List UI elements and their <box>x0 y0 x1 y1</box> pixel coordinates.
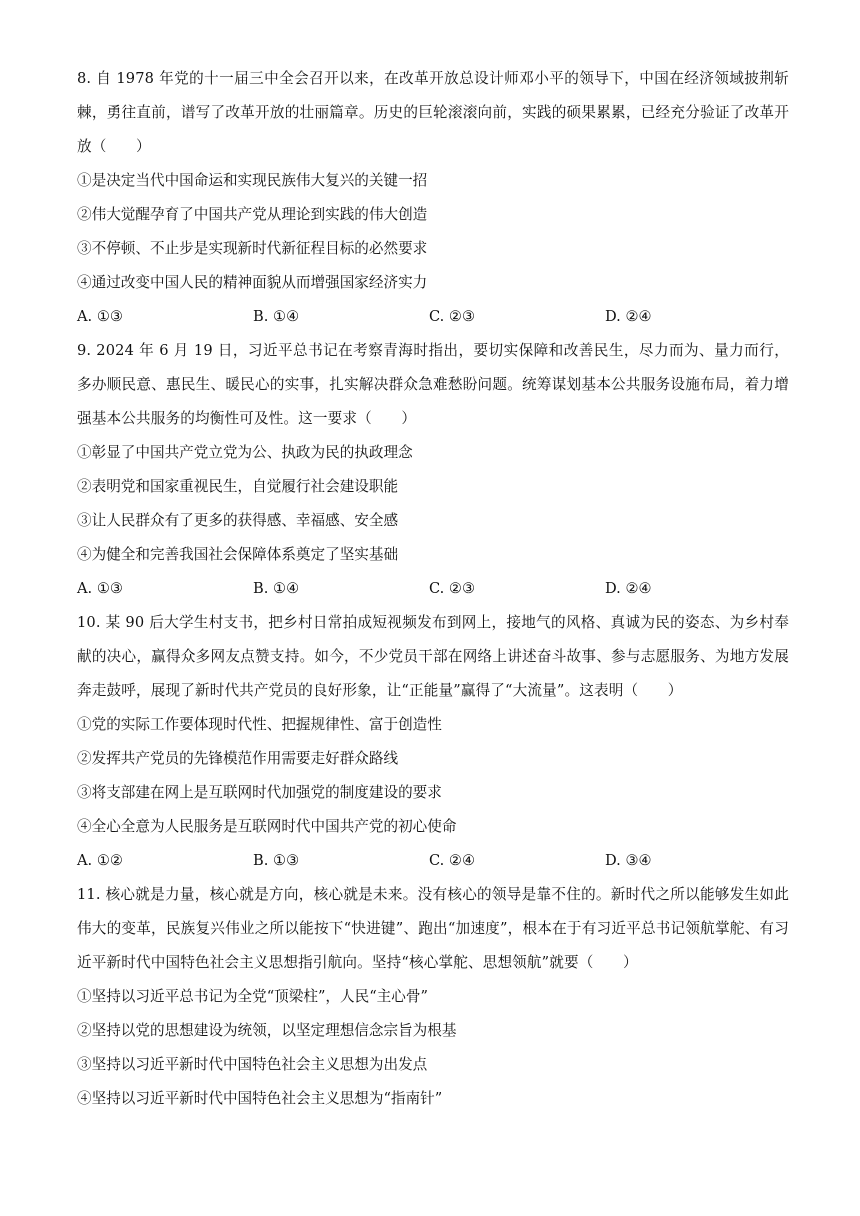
choice-c: C. ②③ <box>429 580 476 597</box>
option-1: ①是决定当代中国命运和实现民族伟大复兴的关键一招 <box>77 172 428 189</box>
option-3: ③坚持以习近平新时代中国特色社会主义思想为出发点 <box>77 1056 428 1073</box>
option-4: ④通过改变中国人民的精神面貌从而增强国家经济实力 <box>77 274 428 291</box>
answer-choices <box>77 844 789 878</box>
option-3: ③让人民群众有了更多的获得感、幸福感、安全感 <box>77 512 399 529</box>
choice-b: B. ①③ <box>253 852 300 869</box>
option-2: ②坚持以党的思想建设为统领，以坚定理想信念宗旨为根基 <box>77 1022 457 1039</box>
choice-a: A. ①② <box>77 852 123 869</box>
question-stem: 11. 核心就是力量，核心就是方向，核心就是未来。没有核心的领导是靠不住的。新时代之所以能够发生如此伟大的变革，民族复兴伟业之所以能按下“快进键”、跑出“加速度”，根本在于有习近平总书记领航掌舵、有习近平新时代中国特色社会主义思想指引航向。坚持“核心掌舵、思想领航”就要（ ） <box>77 886 789 971</box>
choice-d: D. ②④ <box>605 580 652 597</box>
option-2: ②表明党和国家重视民生，自觉履行社会建设职能 <box>77 478 399 495</box>
option-4: ④全心全意为人民服务是互联网时代中国共产党的初心使命 <box>77 818 457 835</box>
choice-c: C. ②③ <box>429 308 476 325</box>
choice-a: A. ①③ <box>77 308 123 325</box>
choice-c: C. ②④ <box>429 852 476 869</box>
choice-b: B. ①④ <box>253 308 300 325</box>
question-11 <box>77 878 789 1116</box>
option-4: ④为健全和完善我国社会保障体系奠定了坚实基础 <box>77 546 399 563</box>
exam-page <box>77 62 789 1116</box>
question-stem: 9. 2024 年 6 月 19 日，习近平总书记在考察青海时指出，要切实保障和改善民生，尽力而为、量力而行，多办顺民意、惠民生、暖民心的实事，扎实解决群众急难愁盼问题。统筹谋划基本公共服务设施布局，着力增强基本公共服务的均衡性可及性。这一要求（ ） <box>77 342 789 427</box>
choice-d: D. ②④ <box>605 308 652 325</box>
question-8 <box>77 62 789 334</box>
option-4: ④坚持以习近平新时代中国特色社会主义思想为“指南针” <box>77 1090 443 1107</box>
answer-choices <box>77 572 789 606</box>
question-stem: 10. 某 90 后大学生村支书，把乡村日常拍成短视频发布到网上，接地气的风格、真诚为民的姿态、为乡村奉献的决心，赢得众多网友点赞支持。如今，不少党员干部在网络上讲述奋斗故事、参与志愿服务、为地方发展奔走鼓呼，展现了新时代共产党员的良好形象，让“正能量”赢得了“大流量”。这表明（ ） <box>77 614 789 699</box>
option-2: ②发挥共产党员的先锋模范作用需要走好群众路线 <box>77 750 399 767</box>
choice-a: A. ①③ <box>77 580 123 597</box>
question-9 <box>77 334 789 606</box>
option-1: ①党的实际工作要体现时代性、把握规律性、富于创造性 <box>77 716 442 733</box>
question-10 <box>77 606 789 878</box>
choice-d: D. ③④ <box>605 852 652 869</box>
option-3: ③不停顿、不止步是实现新时代新征程目标的必然要求 <box>77 240 428 257</box>
question-stem: 8. 自 1978 年党的十一届三中全会召开以来，在改革开放总设计师邓小平的领导下，中国在经济领域披荆斩棘，勇往直前，谱写了改革开放的壮丽篇章。历史的巨轮滚滚向前，实践的硕果累累，已经充分验证了改革开放（ ） <box>77 70 789 155</box>
answer-choices <box>77 300 789 334</box>
option-1: ①坚持以习近平总书记为全党“顶梁柱”，人民“主心骨” <box>77 988 428 1005</box>
option-1: ①彰显了中国共产党立党为公、执政为民的执政理念 <box>77 444 413 461</box>
option-2: ②伟大觉醒孕育了中国共产党从理论到实践的伟大创造 <box>77 206 428 223</box>
option-3: ③将支部建在网上是互联网时代加强党的制度建设的要求 <box>77 784 442 801</box>
choice-b: B. ①④ <box>253 580 300 597</box>
